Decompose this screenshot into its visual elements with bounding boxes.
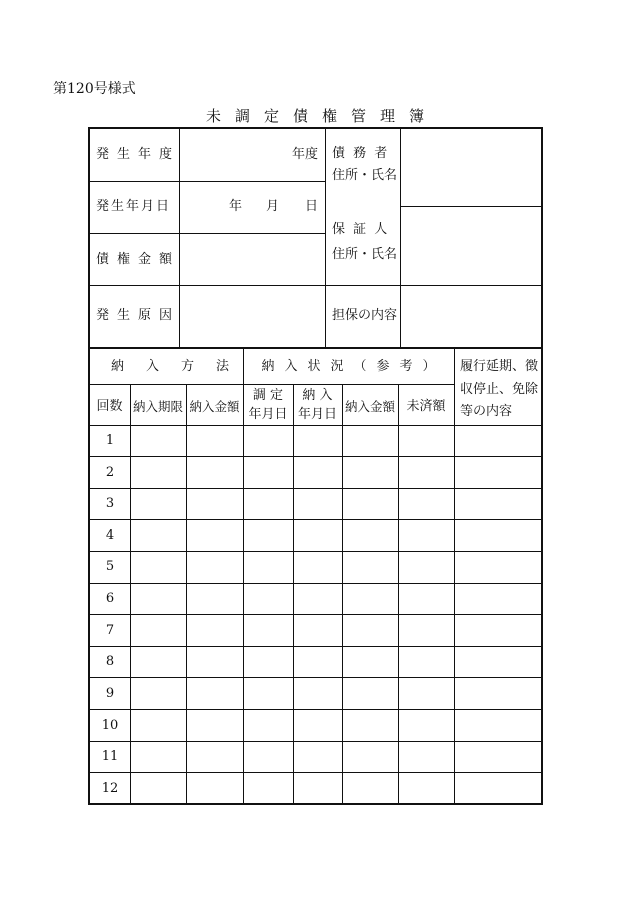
row-number: 7	[105, 623, 115, 638]
date-year-unit: 年	[229, 199, 243, 214]
remarks-header-line1: 履行延期、徴	[460, 359, 539, 374]
column-header-payment-date-line1: 納 入	[302, 388, 333, 403]
grid-line	[89, 181, 326, 182]
row-number: 8	[105, 654, 115, 669]
column-header-unpaid-amount: 未済額	[406, 399, 446, 414]
debtor-label: 債 務 者	[332, 146, 390, 161]
remarks-header-line3: 等の内容	[460, 404, 513, 419]
row-number: 3	[105, 496, 115, 511]
grid-line	[454, 348, 455, 804]
column-header-payment-amount: 納入金額	[189, 399, 240, 414]
grid-line	[89, 646, 542, 647]
grid-line	[89, 488, 542, 489]
debtor-address-name-label: 住所・氏名	[332, 168, 398, 183]
grid-line	[89, 384, 454, 385]
grid-line	[89, 285, 326, 286]
grid-line	[89, 233, 326, 234]
row-number: 4	[105, 528, 115, 543]
payment-status-header: 納入状況（参考）	[261, 359, 446, 374]
occurrence-fiscal-year-label: 発生年度	[96, 147, 181, 162]
row-number: 12	[101, 781, 119, 796]
grid-line	[89, 614, 542, 615]
row-number: 5	[105, 559, 115, 574]
fiscal-year-suffix: 年度	[292, 147, 319, 162]
grid-line	[89, 709, 542, 710]
column-header-due-date: 納入期限	[132, 399, 183, 414]
grid-line	[89, 551, 542, 552]
document-title: 未調定債権管理簿	[205, 107, 438, 125]
occurrence-date-label: 発生年月日	[96, 199, 172, 214]
grid-line	[325, 285, 542, 286]
grid-line	[89, 456, 542, 457]
payment-method-header: 納入方法	[111, 359, 252, 374]
grid-line	[400, 128, 401, 347]
column-header-paid-amount: 納入金額	[344, 399, 395, 414]
occurrence-cause-label: 発生原因	[96, 308, 181, 323]
row-number: 10	[101, 718, 119, 733]
grid-line	[325, 128, 326, 347]
grid-line	[89, 677, 542, 678]
grid-line	[89, 519, 542, 520]
grid-line	[89, 772, 542, 773]
collateral-label: 担保の内容	[332, 308, 398, 323]
date-day-unit: 日	[305, 199, 319, 214]
column-header-assessment-date-line1: 調 定	[252, 388, 284, 403]
section-divider	[89, 347, 542, 349]
guarantor-address-name-label: 住所・氏名	[332, 247, 398, 262]
claim-amount-label: 債権金額	[96, 252, 181, 267]
grid-line	[89, 425, 542, 426]
row-number: 6	[105, 591, 115, 606]
row-number: 1	[105, 433, 115, 448]
row-number: 2	[105, 465, 115, 480]
column-header-count: 回数	[96, 399, 123, 414]
column-header-payment-date-line2: 年月日	[297, 407, 337, 422]
grid-line	[400, 206, 542, 207]
grid-line	[89, 741, 542, 742]
row-number: 11	[101, 749, 119, 764]
guarantor-label: 保 証 人	[332, 222, 390, 237]
column-header-assessment-date-line2: 年月日	[248, 407, 288, 422]
row-number: 9	[105, 686, 115, 701]
date-month-unit: 月	[266, 199, 280, 214]
grid-line	[89, 583, 542, 584]
ledger-table	[88, 127, 543, 805]
form-number: 第120号様式	[53, 81, 136, 97]
remarks-header-line2: 収停止、免除	[460, 382, 539, 397]
